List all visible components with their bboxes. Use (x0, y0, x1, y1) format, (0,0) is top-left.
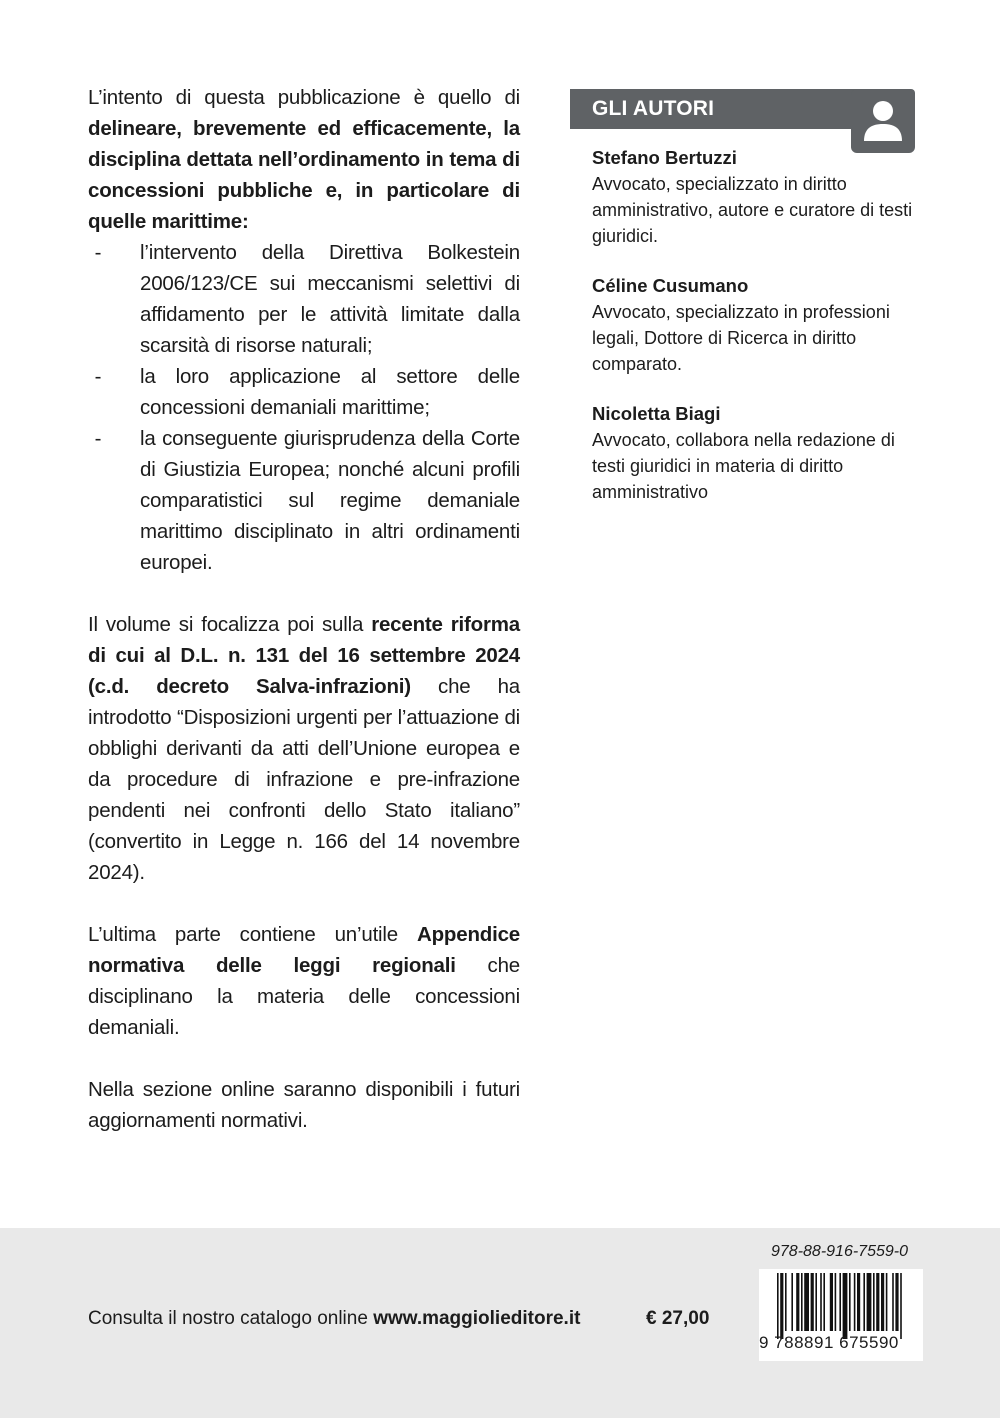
barcode-bar (849, 1273, 851, 1331)
list-item: - la loro applicazione al settore delle concessioni demaniali marittime; (94, 365, 520, 419)
catalog-line: Consulta il nostro catalogo online www.maggiolieditore.it (88, 1308, 581, 1329)
barcode-bar (811, 1273, 814, 1331)
appendix-paragraph: L’ultima parte contiene un’utile Appendice normativa delle leggi regionali che disciplinano la materia delle concessioni demaniali. (88, 923, 520, 1039)
authors-title: GLI AUTORI (592, 97, 715, 120)
barcode-bar (823, 1273, 825, 1331)
author-name: Nicoletta Biagi (592, 403, 721, 424)
barcode-digits: 9 788891 675590 (759, 1333, 899, 1352)
barcode-bar (780, 1273, 783, 1339)
footer-band (0, 1228, 1000, 1418)
barcode-bar (804, 1273, 809, 1331)
publisher-url: www.maggiolieditore.it (373, 1308, 581, 1329)
person-icon (851, 89, 915, 153)
barcode-bar (881, 1273, 884, 1331)
barcode-bar (900, 1273, 902, 1339)
barcode-bar (895, 1273, 898, 1331)
barcode-bar (886, 1273, 888, 1331)
barcode-bar (791, 1273, 793, 1331)
barcode-bar (830, 1273, 833, 1331)
author-bio: Avvocato, specializzato in professioni legali, Dottore di Ricerca in diritto comparato. (592, 302, 890, 374)
barcode-bar (863, 1273, 865, 1331)
intro-lead-bold: delineare, brevemente ed efficacemente, la disciplina dettata nell’ordinamento in tema di concessioni pubbliche e, in particolare di quelle marittime: (88, 117, 520, 233)
intro-lead: L’intento di questa pubblicazione è quello di (88, 86, 520, 109)
author-name: Stefano Bertuzzi (592, 147, 737, 168)
authors-header (570, 89, 915, 129)
barcode-bar (815, 1273, 817, 1331)
author-entry (592, 273, 915, 377)
barcode-bar (854, 1273, 856, 1331)
list-item: - la conseguente giurisprudenza della Corte di Giustizia Europea; nonché alcuni profili comparatistici sul regime demaniale marittimo disciplinato in altri ordinamenti europei. (94, 427, 520, 574)
reform-paragraph: Il volume si focalizza poi sulla recente riforma di cui al D.L. n. 131 del 16 settembre 2024 (c.d. decreto Salva-infrazioni) che ha introdotto “Disposizioni urgenti per l’attuazione di obblighi derivanti da atti dell’Unione europea e da procedure di infrazione e pre-infrazione pendenti nei confronti dello Stato italiano” (convertito in Legge n. 166 del 14 novembre 2024). (88, 613, 520, 884)
barcode-bar (796, 1273, 799, 1331)
barcode-bar (801, 1273, 803, 1331)
barcode-bar (873, 1273, 875, 1331)
authors-panel (570, 89, 915, 505)
barcode-bar (820, 1273, 822, 1331)
barcode-bar (785, 1273, 787, 1331)
barcode (753, 1243, 923, 1368)
barcode-bar (892, 1273, 894, 1331)
isbn-label: 978-88-916-7559-0 (771, 1243, 908, 1260)
online-paragraph: Nella sezione online saranno disponibili i futuri aggiornamenti normativi. (88, 1078, 520, 1132)
barcode-bar (867, 1273, 872, 1331)
barcode-bar (835, 1273, 837, 1331)
author-bio: Avvocato, collabora nella redazione di testi giuridici in materia di diritto amministrativo (592, 430, 895, 502)
back-cover-text (88, 82, 520, 1167)
barcode-bar (857, 1273, 860, 1331)
intro-paragraph (88, 82, 520, 237)
barcode-bar (777, 1273, 779, 1339)
author-entry (592, 401, 915, 505)
barcode-bar (839, 1273, 841, 1331)
price: € 27,00 (646, 1308, 710, 1329)
topics-list (88, 237, 520, 578)
author-entry (592, 145, 915, 249)
list-item: - l’intervento della Direttiva Bolkestein 2006/123/CE sui meccanismi selettivi di affidamento per le attività limitate dalla scarsità di risorse naturali; (94, 241, 520, 357)
authors-list (570, 129, 915, 505)
barcode-bar (843, 1273, 848, 1339)
author-name: Céline Cusumano (592, 275, 749, 296)
author-bio: Avvocato, specializzato in diritto amministrativo, autore e curatore di testi giuridici. (592, 174, 913, 246)
barcode-bar (876, 1273, 879, 1331)
